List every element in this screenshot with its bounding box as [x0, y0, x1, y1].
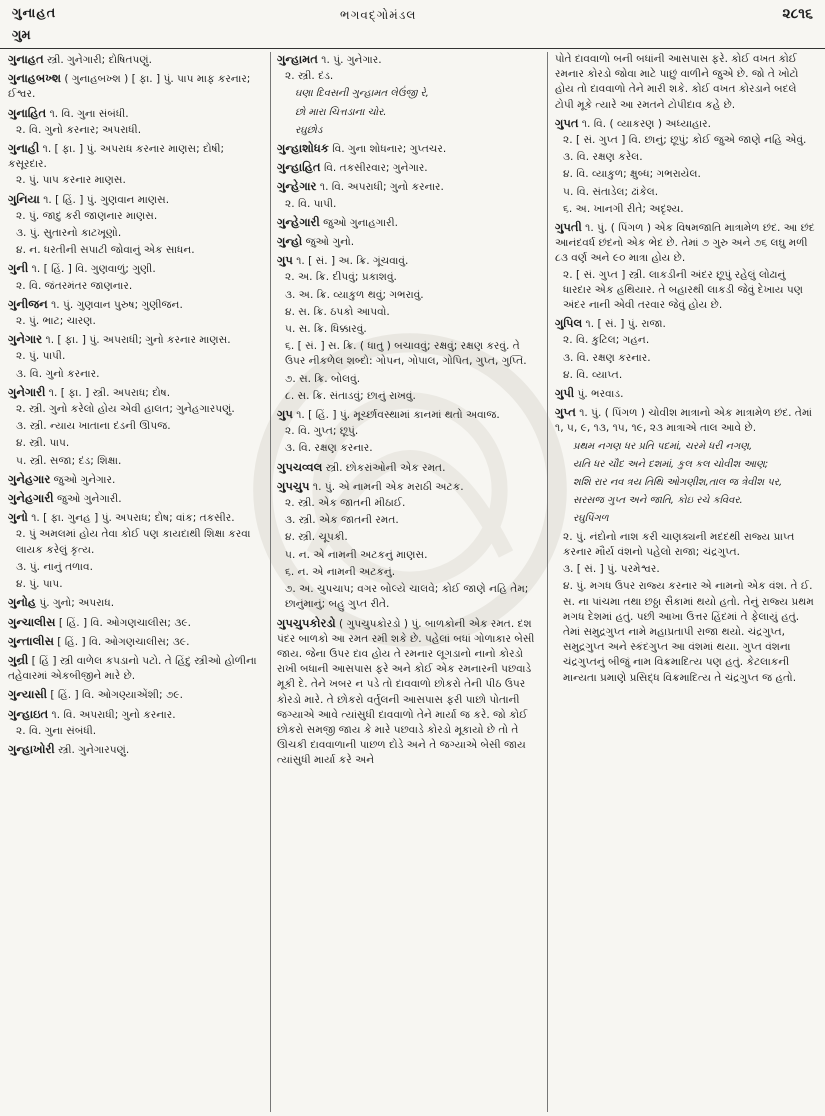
entry-sense: ૨. વિ. ગુપ્ત; છૂપું. — [285, 425, 359, 438]
entry-line — [8, 52, 263, 68]
entry-sense: ૨. વિ. ગુનો કરનાર; અપરાધી. — [16, 123, 142, 136]
entry-definition: ૧. [ ફા. ] પું. અપરાધી; ગુનો કરનાર માણસ. — [45, 334, 231, 347]
entry-sense: ૨. સ્ત્રી. દંડ. — [285, 70, 334, 83]
page-number: ૨૮૧૬ — [782, 6, 813, 22]
entry-sense: ૨. અ. ક્રિ. દીપવું; પ્રકાશવું. — [285, 271, 397, 284]
entry-quotation: રઘુછોડ — [295, 124, 323, 136]
entry-sense: ૫. સ્ત્રી. સજા; દંડ; શિક્ષા. — [16, 454, 122, 467]
entry-sense: ૨. પું. જાદુ કરી જાણનાર માણસ. — [16, 209, 158, 222]
entry-quotation: ઘણા દિવસની ગુન્હામત લેઉંજી રે, — [295, 88, 429, 100]
entry-sense: ૩. અ. ક્રિ. વ્યાકુળ થવું; ગભરાવું. — [285, 288, 424, 301]
entry-sense: ૬. ન. એ નામની અટકનું. — [285, 565, 396, 578]
entry-headword: ગુન્રી — [8, 652, 29, 667]
dictionary-entry — [8, 141, 263, 189]
entry-line — [8, 472, 263, 488]
entry-line — [8, 707, 263, 723]
entry-definition: સ્ત્રી. ગુનેગારી; દોષિતપણું. — [46, 54, 152, 66]
entry-definition: ૧. પું. ( પિંગળ ) એક વિષમજાતિ માત્રામેળ છંદ. આ છંદ આનંદવર્ધ છંદનો એક ભેદ છે. તેમાં ૭ ગુરુ અને ૭૬ લઘુ મળી ૮૩ વર્ણ અને ૯૦ માત્રા હોય છે. — [555, 222, 815, 265]
dictionary-entry — [8, 106, 263, 138]
entry-headword: ગુનોહ — [8, 595, 37, 610]
entry-sense: ૪. સ્ત્રી. પાપ. — [16, 437, 70, 450]
entry-headword: ગુનાહી — [8, 141, 40, 156]
entry-line — [8, 106, 263, 122]
entry-definition: ૧. [ હિં. ] પું. મૂર્ચ્છાવસ્થામાં કાનમાં થતો અવાજ. — [296, 409, 500, 422]
entry-definition: ૧. વિ. ગુના સંબંધી. — [49, 107, 129, 120]
entry-line — [8, 687, 263, 703]
dictionary-entry — [8, 615, 263, 631]
dictionary-entry — [8, 261, 263, 293]
entry-headword: ગુન્હેગાર — [277, 179, 317, 194]
entry-sense: ૨. વિ. જંતરમંતર જાણનાર. — [16, 279, 133, 292]
dictionary-entry — [8, 297, 263, 329]
entry-line — [555, 405, 817, 436]
entry-definition: ૧. વિ. અપરાધી; ગુનો કરનાર. — [319, 181, 444, 194]
entry-definition: પું. ભરવાડ. — [577, 388, 624, 401]
entry-sense: ૨. વિ. ગુના સંબંધી. — [16, 724, 97, 737]
entry-headword: ગુનાહિત — [8, 105, 47, 120]
column-1 — [8, 52, 263, 1116]
entry-line — [555, 116, 817, 132]
entry-sense: ૩. વિ. રક્ષણ કરનાર. — [285, 442, 373, 455]
column-2 — [277, 52, 539, 1116]
entry-sense: ૨. પું. પાપી. — [16, 350, 66, 363]
entry-sense: ૩. પું. નાનું તળાવ. — [16, 560, 93, 573]
entry-headword: ગુનાહત — [8, 52, 44, 66]
entry-sense: ૪. વિ. વ્યાકુળ; ક્ષુબ્ધ; ગભરાયેલ. — [563, 168, 701, 181]
entry-line — [555, 220, 817, 267]
entry-definition: ( ગુનાહબખ્શ ) [ ફા. ] પું. પાપ માફ કરનાર; ઈશ્વર. — [8, 73, 251, 101]
entry-definition: ૧. [ ફા. ગુનહ ] પું. અપરાધ; દોષ; વાંક; તકસીર. — [31, 512, 235, 525]
entry-definition: ૧. [ હિં. ] પું. ગુણવાન માણસ. — [43, 193, 170, 206]
entry-line — [277, 141, 539, 157]
entry-sense: ૫. સ. ક્રિ. ધિક્કારવું. — [285, 323, 367, 336]
entry-line — [277, 479, 539, 495]
entry-headword: ગુન્હેગારી — [277, 214, 320, 229]
entry-sense: ૫. વિ. સંતાડેલ; ઢાંકેલ. — [563, 185, 659, 198]
entry-sense: ૨. [ સં. ગુપ્ત ] વિ. છાનું; છૂપું; કોઈ જુએ જાણે નહિ એવું. — [563, 134, 807, 147]
dictionary-entry — [8, 653, 263, 684]
entry-definition: [ હિં. ] વિ. ઓગણ્યાએંશી; ૭૯. — [50, 689, 183, 702]
entry-definition: ( ગુપચુપકોરડો ) પું. બાળકોની એક રમત. દશ પંદર બાળકો આ રમત રમી શકે છે. પહેલાં બધાં ગોળાકાર બેસી જાય. જેના ઉપર દાવ હોય તે રમનાર લૂગડાનો નાનો કોરડો રાખી બધાની આસપાસ ફરે અને કોઈ એક રમનારની પછવાડે મૂકી દે. તેને ખબર ન પડે તો દાવવાળો છોકરો તેની પીઠ ઉપર કોરડો મારે. તે છોકરો વર્તુલની આસપાસ ફરી પાછો પોતાની જગ્યાએ આવે ત્યાંસુધી દાવવાળો તેને માર્યા જ કરે. જો કોઈ છોકરો સમજી જાય કે મારે પછવાડે કોરડો મૂકાયો છે તો તે ઊચકી દાવવાળાની પાછળ દોડે અને તે જગ્યાએ બેસી જાય ત્યાંસુધી માર્યા કરે અને — [277, 617, 535, 767]
entry-line — [8, 634, 263, 650]
column-separator — [547, 52, 548, 1112]
entry-definition: સ્ત્રી. ગુનેગારપણું. — [58, 743, 130, 756]
entry-line — [277, 160, 539, 176]
entry-definition: જુઓ ગુનેગાર. — [53, 473, 116, 486]
entry-quotation: સરસજ ગુપ્ત અને જાતિ, કોઇ રચે કવિવર. — [573, 495, 743, 507]
page-header — [0, 0, 825, 48]
entry-headword: ગુન્હામત — [277, 52, 318, 66]
entry-headword: ગુન્ચાલીસ — [8, 614, 56, 629]
entry-headword: ગુપચુપ — [277, 478, 310, 493]
entry-sense: ૩. [ સં. ] પું. પરમેશ્વર. — [563, 563, 660, 576]
dictionary-entry — [555, 116, 817, 217]
entry-line — [8, 615, 263, 631]
entry-headword: ગુપ્ત — [555, 405, 576, 420]
entry-sense: ૨. પું. ભાટ; ચારણ. — [16, 315, 96, 328]
entry-headword: ગુની — [8, 261, 29, 276]
dictionary-entry — [277, 253, 539, 404]
entry-headword: ગુનિયા — [8, 191, 40, 206]
entry-line — [8, 742, 263, 758]
entry-definition: જુઓ ગુનેગારી. — [56, 493, 122, 506]
entry-definition: [ હિં. ] વિ. ઓગણચાલીસ; ૩૯. — [57, 635, 190, 648]
dictionary-entry — [8, 687, 263, 703]
entry-definition: ૧. વિ. ( વ્યાકરણ ) અધ્યાહાર. — [581, 117, 712, 130]
dictionary-entry — [8, 192, 263, 259]
entry-definition: જુઓ ગુનાહગારી. — [323, 216, 398, 229]
dictionary-entry — [8, 491, 263, 507]
dictionary-entry — [555, 405, 817, 685]
entry-definition: વિ. તકસીરવાર; ગુનેગાર. — [323, 162, 428, 175]
entry-headword: ગુપચવ્વલ — [277, 459, 323, 474]
entry-sense: ૪. પું. મગધ ઉપર રાજ્ય કરનાર એ નામનો એક વંશ. તે ઈ. સ. ના પાંચમા તથા છઠ્ઠા સૈકામાં થયો હતો. તેનું રાજ્ય પ્રથમ મગધ દેશમાં હતું. પછી આખા ઉત્તર હિંદમાં તે ફેલાયું હતું. તેમાં સમુદ્રગુપ્ત નામે મહાપ્રતાપી રાજા થયો. ચંદ્રગુપ્ત, સમુદ્રગુપ્ત અને સ્કંદગુપ્ત આ વંશમાં થયા. ગુપ્ત વંશના ચંદ્રગુપ્તનું બીજું નામ વિક્રમાદિત્ય પણ હતું. કેટલાકની માન્યતા પ્રમાણે પ્રસિદ્ધ વિક્રમાદિત્ય તે ચંદ્રગુપ્ત જ હતો. — [563, 580, 814, 684]
entry-definition: ૧. [ સં. ] પું. રાજા. — [585, 318, 666, 331]
entry-line — [8, 192, 263, 208]
dictionary-entry — [555, 220, 817, 313]
entry-headword: ગુન્હાશોધક — [277, 141, 329, 156]
entry-definition: વિ. ગુના શોધનાર; ગુપ્તચર. — [332, 143, 447, 156]
dictionary-entry — [277, 460, 539, 476]
entry-headword: ગુન્હો — [277, 234, 303, 249]
dictionary-entry — [8, 385, 263, 469]
entry-sense: ૨. [ સં. ગુપ્ત ] સ્ત્રી. લાકડીની અંદર છૂપું રહેલું લોઢાનું ધારદાર એક હથિયાર. તે બહારથી લાકડી જેવું દેખાય પણ અંદર નાની એવી તરવાર જેવું હોય છે. — [563, 268, 804, 312]
dictionary-title: ભગવદ્ગોમંડલ — [340, 8, 417, 22]
entry-headword: ગુન્હાખોરી — [8, 741, 55, 756]
entry-line — [8, 332, 263, 348]
entry-quotation: રઘુપિંગળ — [573, 513, 609, 525]
entry-sense: ૩. વિ. રક્ષણ કરેલ. — [563, 151, 643, 164]
entry-sense: ૩. વિ. રક્ષણ કરનાર. — [563, 351, 651, 364]
entry-definition: ૧. [ ફા. ] સ્ત્રી. અપરાધ; દોષ. — [48, 386, 171, 399]
dictionary-entry — [555, 316, 817, 383]
entry-definition: [ હિં. ] વિ. ઓગણચાલીસ; ૩૯. — [58, 616, 192, 629]
entry-sense: ૪. વિ. વ્યાપ્ત. — [563, 368, 623, 381]
entry-sense: ૪. સ્ત્રી. ચૂપકી. — [285, 531, 348, 544]
entry-headword: ગુપત — [555, 115, 579, 130]
dictionary-entry — [8, 634, 263, 650]
entry-sense: ૪. પું. પાપ. — [16, 578, 63, 591]
entry-line — [8, 141, 263, 172]
entry-definition: સ્ત્રી. છોકરાંઓની એક રમત. — [325, 461, 446, 474]
entry-line — [8, 385, 263, 401]
entry-line — [555, 316, 817, 332]
entry-sense: ૨. વિ. પાપી. — [285, 197, 337, 210]
entry-headword: ગુનેહગાર — [8, 471, 51, 486]
entry-line — [277, 407, 539, 423]
entry-sense: ૬. અ. ખાનગી રીતે; અદૃશ્ય. — [563, 202, 684, 215]
entry-sense: ૨. વિ. કુટિલ; ગહન. — [563, 334, 650, 347]
entry-line — [8, 261, 263, 277]
entry-definition: પું. ગુનો; અપરાધ. — [39, 597, 115, 610]
header-rule — [0, 48, 825, 49]
entry-definition: [ હિં ] સ્ત્રી વાળેલ કપડાનો પટો. તે હિંદુ સ્ત્રીઓ હોળીના તહેવારમાં એકબીજીને મારે છે. — [8, 654, 257, 683]
dictionary-entry — [8, 742, 263, 758]
entry-sense: ૩. પું. સુતારનો કાટખૂણો. — [16, 227, 122, 240]
entry-line — [277, 179, 539, 195]
entry-headword: ગુન્તાલીસ — [8, 633, 54, 648]
entry-sense: ૩. સ્ત્રી. ન્યાય ખાતાના દંડની ઊપજ. — [16, 420, 171, 433]
entry-line — [8, 595, 263, 611]
entry-headword: ગુનો — [8, 510, 28, 525]
entry-definition: ૧. પું. ગુનેગાર. — [321, 54, 382, 66]
dictionary-entry — [555, 52, 817, 113]
dictionary-entry — [277, 179, 539, 211]
entry-sense: ૭. સ. ક્રિ. બોલવું. — [285, 372, 361, 385]
dictionary-entry — [277, 215, 539, 231]
entry-line — [555, 386, 817, 402]
entry-quotation: યતિ ધર ચૌદ અને દશમાં, કુલ કલ ચોવીશ આણ; — [573, 458, 769, 470]
entry-definition: ૧. પું. ગુણવાન પુરુષ; ગુણીજન. — [51, 298, 183, 311]
entry-headword: ગુપિલ — [555, 316, 583, 331]
entry-headword: ગુપ — [277, 407, 293, 422]
dictionary-entry — [8, 472, 263, 488]
entry-sense: ૮. સ. ક્રિ. સંતાડવું; છાનું રાખવું. — [285, 389, 416, 402]
entry-line — [8, 653, 263, 684]
entry-headword: ગુનેગારી — [8, 384, 46, 399]
entry-headword: ગુનાહબખ્શ — [8, 71, 62, 86]
entry-line — [8, 71, 263, 102]
entry-line — [8, 510, 263, 526]
column-3 — [555, 52, 817, 1116]
entry-headword: ગુન્યાસી — [8, 687, 47, 702]
entry-definition: ૧. વિ. અપરાધી; ગુનો કરનાર. — [51, 708, 176, 721]
entry-sense: ૨. પું. પાપ કરનાર માણસ. — [16, 174, 126, 187]
entry-line — [277, 460, 539, 476]
entry-headword: ગુપ — [277, 253, 293, 268]
entry-sense: ૨. સ્ત્રી. એક જાતની મીઠાઈ. — [285, 497, 406, 510]
entry-headword: ગુન્હાહિત — [277, 160, 321, 175]
entry-quotation: છો મારા ચિત્તડાના ચોર. — [295, 106, 387, 118]
entry-line — [8, 491, 263, 507]
dictionary-entry — [8, 510, 263, 592]
dictionary-entry — [8, 595, 263, 611]
entry-definition: ૧. [ ફા. ] પું. અપરાધ કરનાર માણસ; દોષી; કસૂરદાર. — [8, 143, 225, 171]
dictionary-entry — [277, 160, 539, 176]
entry-sense: ૨. સ્ત્રી. ગુનો કરેલો હોય એવી હાલત; ગુનેહગારપણું. — [16, 403, 235, 416]
entry-sense: ૫. ન. એ નામની અટકનું માણસ. — [285, 548, 428, 561]
entry-sense: ૭. અ. ચુપચાપ; વગર બોલ્યે ચાલવે; કોઈ જાણે નહિ તેમ; છાનુંમાનું; બહુ ગુપ્ત રીતે. — [285, 583, 529, 611]
entry-definition: ૧. [ હિં. ] વિ. ગુણવાળું; ગુણી. — [31, 263, 156, 276]
entry-definition: પોતે દાવવાળો બની બધાંની આસપાસ ફરે. કોઈ વખત કોઈ રમનાર કોરડો જોવા માટે પાછું વાળીને જુએ છે. જો તે ખોટો હોય તો દાવવાળો તેને મારી શકે. કોઈ વખત કોરડાને બદલે ટોપી મૂકે ત્યારે આ રમતને ટોપીદાવ કહે છે. — [555, 53, 799, 111]
entry-headword: ગુપતી — [555, 220, 582, 235]
entry-sense: ૨. પું અમલમાં હોય તેવા કોઈ પણ કાયદાથી શિક્ષા કરવા લાયક કરેલું કૃત્ય. — [16, 528, 251, 556]
entry-definition: ૧. [ સં. ] અ. ક્રિ. ગૂંચવાવું. — [296, 255, 409, 268]
entry-sense: ૨. પું. નંદોનો નાશ કરી ચાણક્યની મદદથી રાજ્ય પ્રાપ્ત કરનાર મૌર્ય વંશનો પહેલો રાજા; ચંદ્રગુપ્ત. — [563, 530, 795, 558]
entry-line — [277, 253, 539, 269]
entry-quotation: શશિ રાર નવ ત્રય તિથિ ઓગણીશ,તાલ જ ત્રેવીશ પર, — [573, 477, 783, 489]
guide-word-second: ગુમ — [12, 28, 31, 43]
entry-line — [555, 52, 817, 113]
entry-headword: ગુન્હાઇત — [8, 706, 49, 721]
entry-sense: ૩. સ્ત્રી. એક જાતની રમત. — [285, 514, 399, 527]
dictionary-entry — [8, 52, 263, 68]
dictionary-entry — [8, 332, 263, 382]
entry-sense: ૪. ન. ધરતીની સપાટી જોવાનું એક સાધન. — [16, 244, 195, 257]
entry-line — [277, 234, 539, 250]
entry-definition: ૧. પું. ( પિંગળ ) ચોવીશ માત્રાનો એક માત્રામેળ છંદ. તેમાં ૧, ૫, ૯, ૧૩, ૧૫, ૧૯, ૨૩ માત્રાએ તાલ આવે છે. — [555, 407, 813, 435]
entry-headword: ગુનીજન — [8, 296, 48, 311]
entry-headword: ગુપી — [555, 386, 575, 401]
dictionary-entry — [277, 479, 539, 613]
entry-headword: ગુનેગાર — [8, 332, 43, 347]
column-separator — [270, 52, 271, 1112]
dictionary-entry — [555, 386, 817, 402]
entry-definition: જુઓ ગુનો. — [305, 236, 355, 249]
entry-line — [277, 52, 539, 68]
entry-headword: ગુનેહગારી — [8, 491, 54, 506]
entry-line — [277, 616, 539, 769]
entry-line — [277, 215, 539, 231]
dictionary-entry — [8, 707, 263, 739]
entry-line — [8, 297, 263, 313]
dictionary-entry — [277, 407, 539, 457]
entry-sense: ૪. સ. ક્રિ. ઠપકો આપવો. — [285, 305, 390, 318]
dictionary-entry — [277, 234, 539, 250]
entry-definition: ૧. પું. એ નામની એક મરાઠી અટક. — [312, 480, 464, 493]
entry-sense: ૩. વિ. ગુનો કરનાર. — [16, 367, 100, 380]
entry-sense: ૬. [ સં. ] સ. ક્રિ. ( ધાતુ ) બચાવવું; રક્ષવું; રક્ષણ કરવું. તે ઉપર નીકળેલ શબ્દો: ગોપન, ગોપાલ, ગોપિત, ગુપ્ત, ગુપ્તિ. — [285, 340, 527, 368]
entry-quotation: પ્રથમ નગણ ધર પ્રતિ પદમાં, ચરમે ધરી નગણ, — [573, 440, 753, 452]
dictionary-entry — [8, 71, 263, 102]
dictionary-entry — [277, 141, 539, 157]
guide-word-first: ગુનાહત — [12, 6, 57, 21]
entry-headword: ગુપચુપકોરડો — [277, 615, 336, 630]
dictionary-entry — [277, 616, 539, 769]
dictionary-entry — [277, 52, 539, 138]
